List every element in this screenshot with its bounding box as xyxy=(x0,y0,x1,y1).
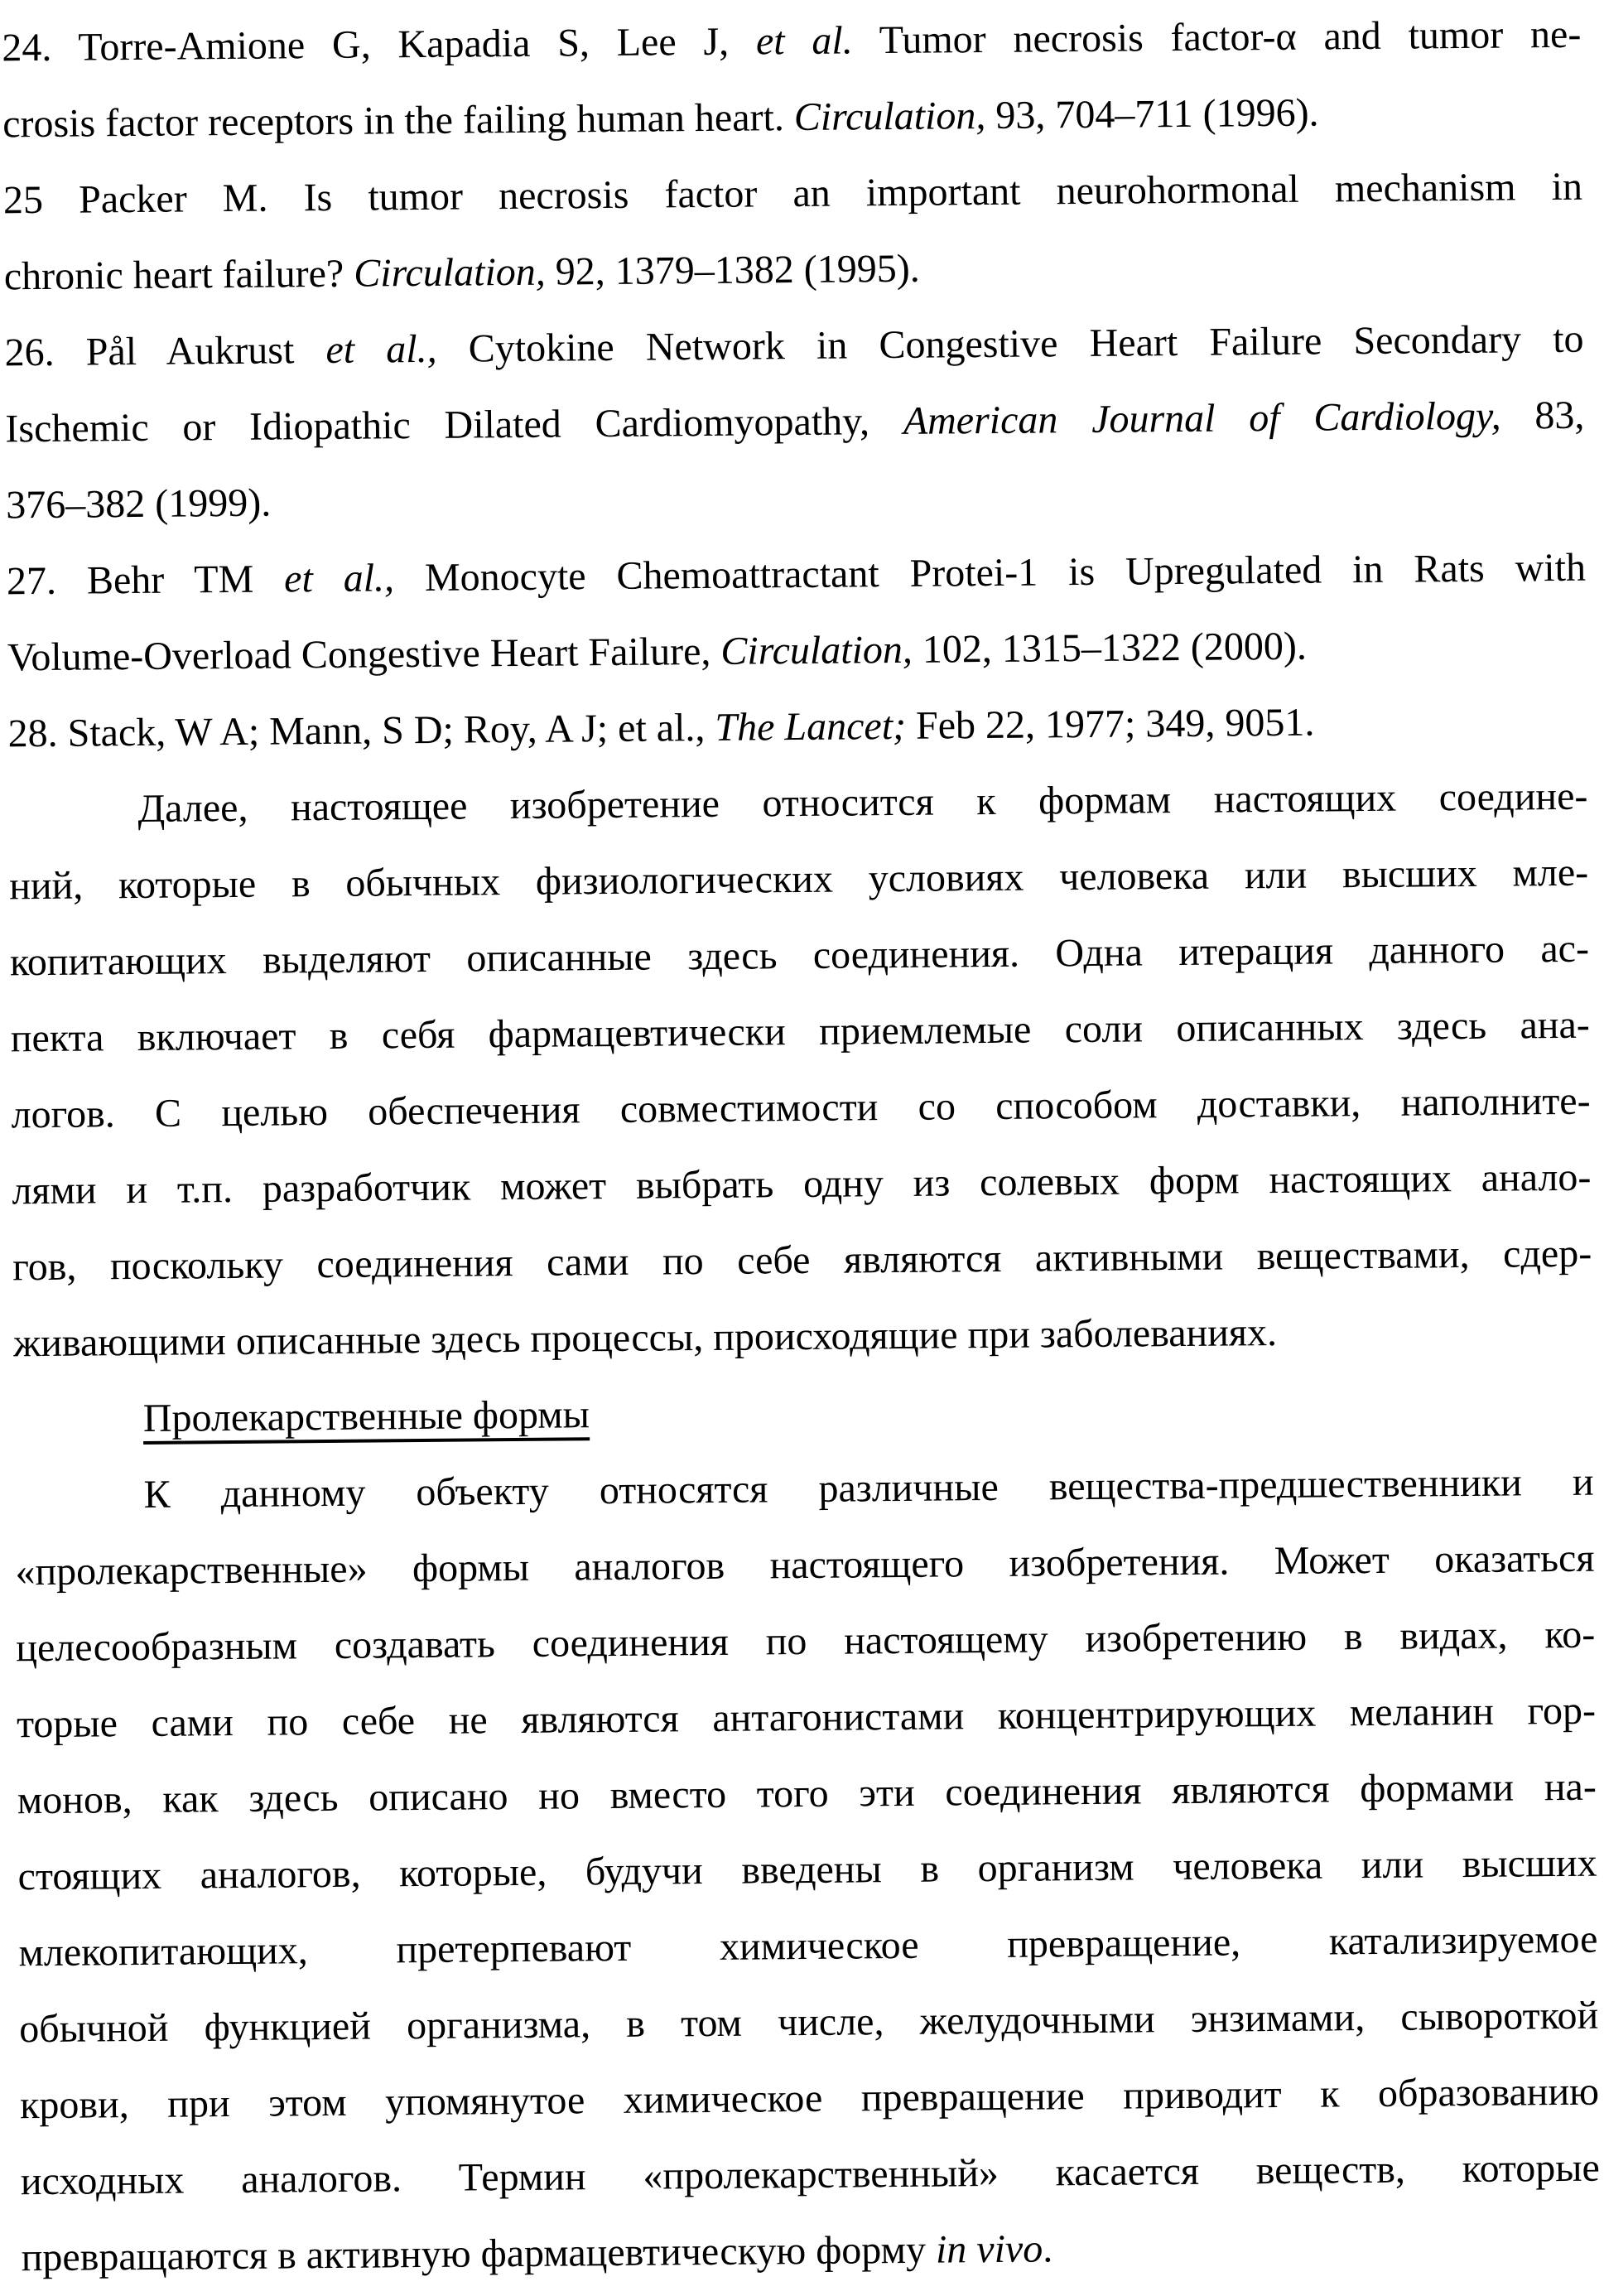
paragraph-salts-line-3: копитающих выделяют описанные здесь соединения. Одна итерация данного ас- xyxy=(9,926,1590,985)
paragraph-salts-line-6: лями и т.п. разработчик может выбрать одну из солевых форм настоящих анало- xyxy=(12,1155,1592,1213)
reference-27-line-2: Volume-Overload Congestive Heart Failure, Circulation, 102, 1315–1322 (2000). xyxy=(7,624,1308,680)
reference-27-line-1: 27. Behr TM et al., Monocyte Chemoattractant Protei-1 is Upregulated in Rats with xyxy=(6,545,1587,604)
reference-28-line-1: 28. Stack, W A; Mann, S D; Roy, A J; et al., The Lancet; Feb 22, 1977; 349, 9051. xyxy=(7,700,1315,756)
paragraph-prodrug-line-11: превращаются в активную фармацевтическую форму in vivo. xyxy=(21,2226,1053,2280)
paragraph-prodrug-line-2: «пролекарственные» формы аналогов настоящего изобретения. Может оказаться xyxy=(15,1536,1595,1594)
paragraph-salts-line-4: пекта включает в себя фармацевтически приемлемые соли описанных здесь ана- xyxy=(10,1002,1591,1061)
reference-24-line-1: 24. Torre-Amione G, Kapadia S, Lee J, et al. Tumor necrosis factor-α and tumor ne- xyxy=(2,12,1582,70)
paragraph-prodrug-line-3: целесообразным создавать соединения по настоящему изобретению в видах, ко- xyxy=(16,1612,1596,1671)
reference-26-line-3: 376–382 (1999). xyxy=(5,480,272,528)
reference-25-line-1: 25 Packer M. Is tumor necrosis factor an important neurohormonal mechanism in xyxy=(2,164,1583,223)
paragraph-prodrug-line-1: К данному объекту относятся различные вещества-предшественники и xyxy=(143,1459,1594,1517)
reference-26-line-1: 26. Pål Aukrust et al., Cytokine Network in Congestive Heart Failure Secondary to xyxy=(4,316,1584,375)
document-text xyxy=(2,0,1601,2296)
paragraph-prodrug-line-10: исходных аналогов. Термин «пролекарственный» касается веществ, которые xyxy=(20,2145,1601,2204)
paragraph-prodrug-line-4: торые сами по себе не являются антагонистами концентрирующих меланин гор- xyxy=(16,1688,1597,1747)
reference-25-line-2: chronic heart failure? Circulation, 92, 1379–1382 (1995). xyxy=(3,246,920,299)
paragraph-salts-line-1: Далее, настоящее изобретение относится к формам настоящих соедине- xyxy=(137,774,1588,831)
paragraph-prodrug-line-8: обычной функцией организма, в том числе, желудочными энзимами, сывороткой xyxy=(19,1993,1599,2052)
paragraph-prodrug-line-6: стоящих аналогов, которые, будучи введены в организм человека или высших xyxy=(17,1840,1597,1899)
paragraph-prodrug-line-7: млекопитающих, претерпевают химическое превращение, катализируемое xyxy=(18,1917,1598,1975)
reference-26-line-2: Ischemic or Idiopathic Dilated Cardiomyopathy, American Journal of Cardiology, 83, xyxy=(5,393,1585,451)
paragraph-salts-line-8: живающими описанные здесь процессы, происходящие при заболеваниях. xyxy=(12,1310,1278,1366)
paragraph-salts-line-2: ний, которые в обычных физиологических условиях человека или высших мле- xyxy=(9,850,1589,909)
paragraph-prodrug-line-9: крови, при этом упомянутое химическое превращение приводит к образованию xyxy=(19,2069,1600,2128)
paragraph-salts-line-5: логов. С целью обеспечения совместимости со способом доставки, наполните- xyxy=(11,1078,1591,1137)
reference-24-line-2: crosis factor receptors in the failing human heart. Circulation, 93, 704–711 (1996). xyxy=(2,90,1319,147)
paragraph-salts-line-7: гов, поскольку соединения сами по себе являются активными веществами, сдер- xyxy=(12,1231,1592,1290)
section-heading-prodrug-forms: Пролекарственные формы xyxy=(142,1392,590,1440)
paragraph-prodrug-line-5: монов, как здесь описано но вместо того эти соединения являются формами на- xyxy=(17,1764,1597,1823)
